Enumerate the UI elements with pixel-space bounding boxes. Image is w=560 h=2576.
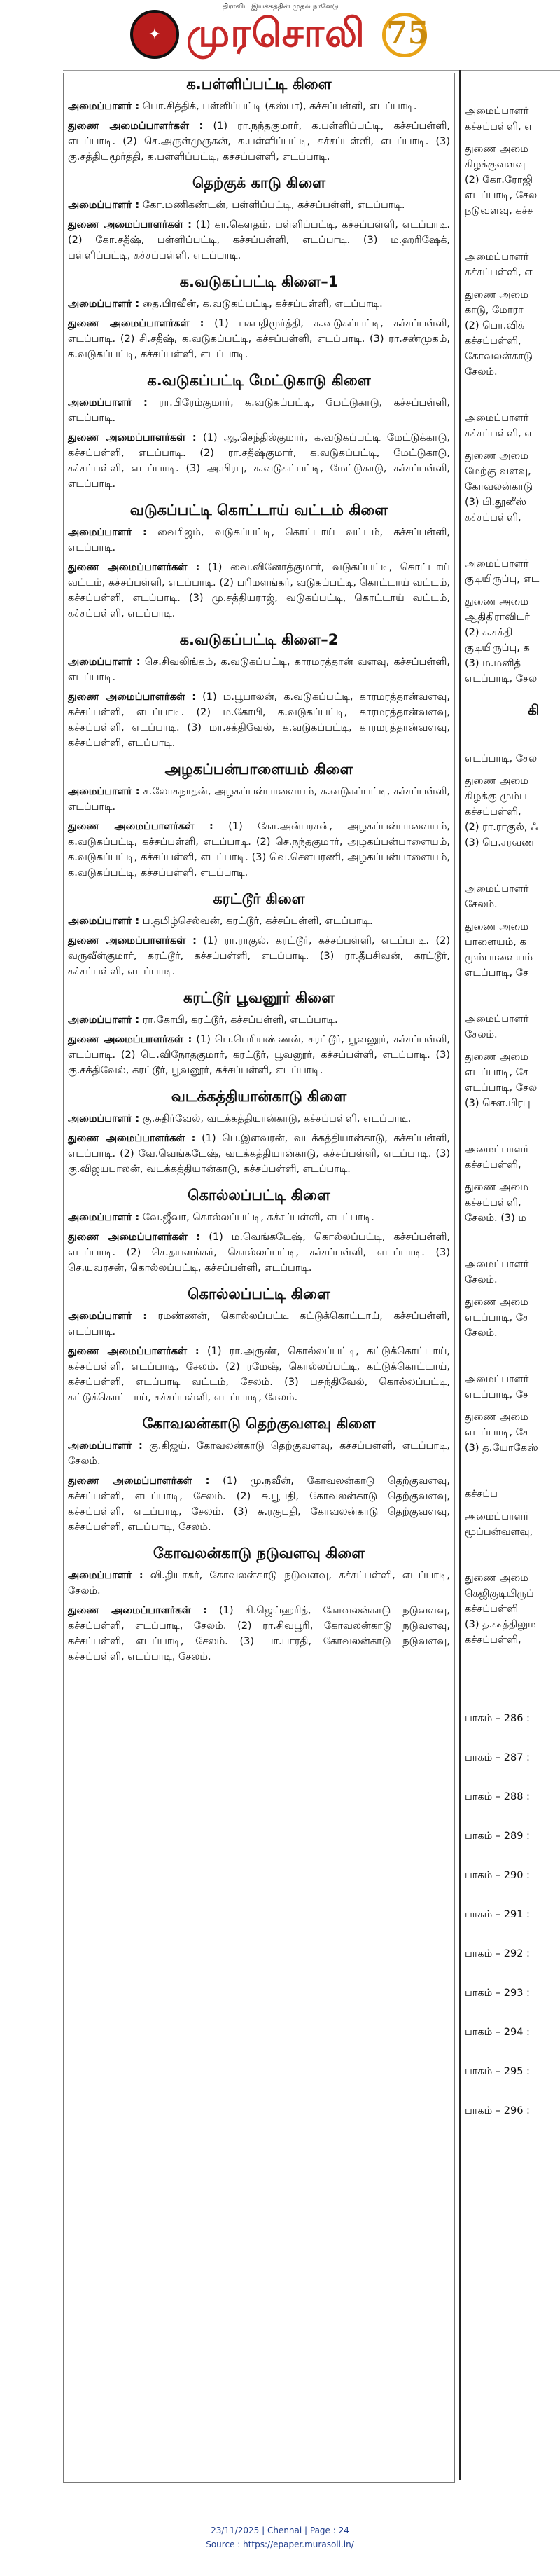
organizer-name: கு.கிஜய், கோவலன்காடு தெற்குவளவு, கச்சப்பள்ளி, எடப்பாடி, சேலம். bbox=[68, 1440, 451, 1467]
organizer-label: அமைப்பாளர் : bbox=[68, 656, 141, 668]
right-fragment-line: எடப்பாடி, சே bbox=[465, 1389, 529, 1400]
right-fragment-line: துணை அமை bbox=[465, 1573, 528, 1584]
booth-number-item: பாகம் – 289 : bbox=[465, 1831, 530, 1842]
deputy-organizers-names: (1) வை.வினோத்குமார், வடுகப்பட்டி, கொட்டாய் வட்டம், கச்சப்பள்ளி, எடப்பாடி. (2) பரிமளங்கர், வடுகப்பட்டி, கொட்டாய் வட்டம், கச்சப்பள்ளி, எடப்பாடி. (3) மு.சத்தியராஜ், வடுகப்பட்டி, கொட்டாய் வட்டம், கச்சப்பள்ளி, எடப்பாடி. bbox=[68, 562, 450, 619]
organizer-paragraph bbox=[68, 296, 450, 312]
organizer-name: வே.ஜீவா, கொல்லப்பட்டி, கச்சப்பள்ளி, எடப்பாடி. bbox=[142, 1212, 374, 1223]
right-fragment-block bbox=[465, 249, 560, 280]
branch-title: கரட்டூர் கிளை bbox=[213, 890, 305, 907]
organizer-paragraph bbox=[68, 525, 450, 556]
branch-title: கரட்டூர் பூவனூர் கிளை bbox=[183, 989, 335, 1006]
right-fragment-block bbox=[465, 411, 560, 441]
right-fragment-line: மும்பாளையம் bbox=[465, 952, 533, 963]
deputy-organizers-label: துணை அமைப்பாளர்கள் : bbox=[68, 432, 197, 443]
branch-title: அழகப்பன்பாளையம் கிளை bbox=[164, 761, 354, 778]
organizer-paragraph bbox=[68, 1210, 450, 1225]
deputy-organizers-label: துணை அமைப்பாளர்கள் : bbox=[68, 120, 204, 132]
column-divider bbox=[459, 70, 461, 2480]
right-fragment-line: காடு, மோரா bbox=[465, 305, 524, 316]
right-fragment-line: அமைப்பாளர் bbox=[465, 106, 529, 117]
right-fragment-block bbox=[465, 1180, 560, 1226]
deputy-organizers-paragraph bbox=[68, 560, 450, 621]
organizer-name: கோ.மணிகண்டன், பள்ளிப்பட்டி, கச்சப்பள்ளி, எடப்பாடி. bbox=[142, 200, 405, 211]
right-fragment-line: அமைப்பாளர் bbox=[465, 1511, 529, 1522]
organizer-label: அமைப்பாளர் : bbox=[68, 101, 140, 112]
right-fragment-line: கச்சப்ப bbox=[465, 1489, 498, 1500]
right-fragment-line: (2) க.சக்தி bbox=[465, 627, 513, 638]
right-fragment-line: துணை அமை bbox=[465, 450, 528, 462]
right-fragment-line: (3) சௌ.பிரபு bbox=[465, 1098, 531, 1109]
organizer-paragraph bbox=[68, 395, 450, 426]
right-fragment-line: எடப்பாடி, சேல bbox=[465, 673, 538, 684]
right-fragment-line: எடப்பாடி, சேல bbox=[465, 190, 538, 201]
right-fragment-block bbox=[465, 594, 560, 687]
branch-section bbox=[68, 172, 450, 263]
right-fragment-line: துணை அமை bbox=[465, 1052, 528, 1063]
branch-title: க.வடுகப்பட்டி மேட்டுகாடு கிளை bbox=[147, 372, 371, 389]
deputy-organizers-label: துணை அமைப்பாளர்கள் : bbox=[68, 562, 200, 573]
branch-section bbox=[68, 1184, 450, 1276]
organizer-paragraph bbox=[68, 1438, 450, 1469]
organizer-label: அமைப்பாளர் : bbox=[68, 1311, 148, 1322]
right-fragment-line: கச்சப்பள்ளி, எ bbox=[465, 267, 533, 278]
right-fragment-line: எடப்பாடி, சே bbox=[465, 967, 529, 979]
right-fragment-line: கச்சப்பள்ளி bbox=[465, 1604, 519, 1615]
deputy-organizers-names: (1) ரா.அருண், கொல்லப்பட்டி, கட்டுக்கொட்டாய், கச்சப்பள்ளி, எடப்பாடி, சேலம். (2) ரமேஷ், கொல்லப்பட்டி, கட்டுக்கொட்டாய், கச்சப்பள்ளி, எடப்பாடி வட்டம், சேலம். (3) பசுந்திவேல், கொல்லப்பட்டி, கட்டுக்கொட்டாய், கச்சப்பள்ளி, எடப்பாடி, சேலம். bbox=[68, 1346, 450, 1403]
organizer-name: ச.லோகநாதன், அழகப்பன்பாளையம், க.வடுகப்பட்டி, கச்சப்பள்ளி, எடப்பாடி. bbox=[68, 786, 450, 813]
deputy-organizers-paragraph bbox=[68, 430, 450, 492]
right-fragment-line: சேலம். bbox=[465, 366, 498, 378]
anniversary-emblem-icon bbox=[377, 6, 433, 63]
right-fragment-line: அமைப்பாளர் bbox=[465, 883, 529, 895]
right-fragment-block bbox=[465, 1410, 560, 1456]
deputy-organizers-label: துணை அமைப்பாளர்கள் : bbox=[68, 1232, 201, 1243]
deputy-organizers-names: (1) கா.கௌதம், பள்ளிப்பட்டி, கச்சப்பள்ளி, எடப்பாடி. (2) கோ.சதீஷ், பள்ளிப்பட்டி, கச்சப்பள்ளி, எடப்பாடி. (3) ம.ஹரிஷேக், பள்ளிப்பட்டி, கச்சப்பள்ளி, எடப்பாடி. bbox=[68, 219, 450, 261]
branch-title: க.வடுகப்பட்டி கிளை–1 bbox=[179, 273, 339, 290]
deputy-organizers-names: (1) ரா.ராகுல், கரட்டூர், கச்சப்பள்ளி, எடப்பாடி. (2) வருவீள்குமார், கரட்டூர், கச்சப்பள்ளி, எடப்பாடி. (3) ரா.தீபசிவன், கரட்டூர், கச்சப்பள்ளி, எடப்பாடி. bbox=[68, 935, 450, 977]
footer-date-page: 23/11/2025 | Chennai | Page : 24 bbox=[211, 2526, 349, 2535]
deputy-organizers-label: துணை அமைப்பாளர்கள் : bbox=[68, 219, 192, 230]
right-fragment-line: குடியிருப்பு, க bbox=[465, 642, 530, 654]
organizer-name: பொ.சித்திக், பள்ளிப்பட்டி (கஸ்பா), கச்சப்பள்ளி, எடப்பாடி. bbox=[142, 101, 417, 112]
footer-source-link[interactable]: Source : https://epaper.murasoli.in/ bbox=[206, 2540, 354, 2549]
booth-number-item: பாகம் – 293 : bbox=[465, 1988, 530, 1999]
right-fragment-line: மூப்பன்வளவு, bbox=[465, 1527, 533, 1538]
deputy-organizers-label: துணை அமைப்பாளர்கள் : bbox=[68, 1034, 192, 1045]
right-fragment-line: (3) பெ.சரவண bbox=[465, 837, 535, 848]
right-fragment-line: (3) த.கூத்திலும bbox=[465, 1619, 536, 1630]
organizer-label: அமைப்பாளர் : bbox=[68, 1212, 140, 1223]
right-fragment-line: அமைப்பாளர் bbox=[465, 1259, 529, 1270]
right-fragment-block bbox=[465, 1509, 560, 1540]
right-fragment-line: கச்சப்பள்ளி, bbox=[465, 512, 522, 523]
right-fragment-line: எடப்பாடி, சேல bbox=[465, 753, 538, 764]
right-fragment-line: கச்சப்பள்ளி, bbox=[465, 1634, 522, 1646]
right-fragment-block bbox=[465, 1142, 560, 1173]
right-fragment-line: துணை அமை bbox=[465, 776, 528, 787]
organizer-name: செ.சிவலிங்கம், க.வடுகப்பட்டி, காரமரத்தான் வளவு, கச்சப்பள்ளி, எடப்பாடி. bbox=[68, 656, 451, 683]
right-fragment-line: துணை அமை bbox=[465, 144, 528, 155]
right-fragment-block bbox=[465, 919, 560, 981]
organizer-label: அமைப்பாளர் : bbox=[68, 786, 140, 797]
right-fragment-line: சேலம். bbox=[465, 1274, 498, 1286]
branch-section bbox=[68, 628, 450, 751]
deputy-organizers-names: (1) பெ.பெரியண்ணன், கரட்டூர், பூவனூர், கச்சப்பள்ளி, எடப்பாடி. (2) பெ.விநோதகுமார், கரட்டூர், பூவனூர், கச்சப்பள்ளி, எடப்பாடி. (3) கு.சக்திவேல், கரட்டூர், பூவனூர், கச்சப்பள்ளி, எடப்பாடி. bbox=[68, 1034, 451, 1076]
organizer-paragraph bbox=[68, 654, 450, 685]
right-fragment-line: அமைப்பாளர் bbox=[465, 1144, 529, 1155]
right-branch-title-fragment: கி bbox=[528, 701, 540, 718]
right-fragment-line: துணை அமை bbox=[465, 1182, 528, 1193]
right-fragment-line: கோவலன்காடு bbox=[465, 481, 533, 493]
organizer-paragraph bbox=[68, 1309, 450, 1339]
organizer-name: வைரிஜம், வடுகப்பட்டி, கொட்டாய் வட்டம், கச்சப்பள்ளி, எடப்பாடி. bbox=[68, 527, 450, 553]
right-fragment-block bbox=[465, 1049, 560, 1111]
booth-number-item: பாகம் – 288 : bbox=[465, 1791, 530, 1803]
right-column-partial bbox=[465, 73, 560, 2483]
right-fragment-line: கச்சப்பள்ளி, bbox=[465, 336, 522, 347]
right-fragment-line: துணை அமை bbox=[465, 596, 528, 607]
right-fragment-line: (2) பொ.விக் bbox=[465, 320, 525, 331]
right-fragment-line: கச்சப்பள்ளி, எ bbox=[465, 121, 533, 132]
right-fragment-block bbox=[465, 556, 560, 587]
booth-number-item: பாகம் – 291 : bbox=[465, 1909, 530, 1920]
right-fragment-line: அமைப்பாளர் bbox=[465, 558, 529, 570]
organizer-paragraph bbox=[68, 198, 450, 213]
booth-number-item: பாகம் – 296 : bbox=[465, 2105, 530, 2116]
booth-number-item: பாகம் – 294 : bbox=[465, 2027, 530, 2038]
right-fragment-block bbox=[465, 1012, 560, 1042]
page-footer bbox=[0, 2523, 560, 2551]
deputy-organizers-names: (1) ஆ.செந்தில்குமார், க.வடுகப்பட்டி மேட்டுக்காடு, கச்சப்பள்ளி, எடப்பாடி. (2) ரா.சதீஷ்குமார், க.வடுகப்பட்டி, மேட்டுகாடு, கச்சப்பள்ளி, எடப்பாடி. (3) அ.பிரபு, க.வடுகப்பட்டி, மேட்டுகாடு, கச்சப்பள்ளி, எடப்பாடி. bbox=[68, 432, 450, 490]
right-fragment-block bbox=[465, 1257, 560, 1288]
right-fragment-line: எடப்பாடி, சே bbox=[465, 1427, 529, 1438]
deputy-organizers-label: துணை அமைப்பாளர்கள் : bbox=[68, 1605, 208, 1616]
organizer-label: அமைப்பாளர் : bbox=[68, 1014, 140, 1026]
right-fragment-block bbox=[465, 751, 560, 766]
deputy-organizers-paragraph bbox=[68, 1230, 450, 1276]
right-fragment-line: கெஜிகுடியிருப் bbox=[465, 1588, 534, 1599]
right-fragment-line: அமைப்பாளர் bbox=[465, 1014, 529, 1025]
anniversary-number: 75 bbox=[386, 15, 430, 51]
right-fragment-line: ஆதிதிராவிடர் bbox=[465, 612, 530, 623]
deputy-organizers-names: (1) கோ.அன்பரசன், அழகப்பன்பாளையம், க.வடுகப்பட்டி, கச்சப்பள்ளி, எடப்பாடி. (2) செ.நந்தகுமார், அழகப்பன்பாளையம், க.வடுகப்பட்டி, கச்சப்பள்ளி, எடப்பாடி. (3) வெ.சௌபரணி, அழகப்பன்பாளையம், க.வடுகப்பட்டி, கச்சப்பள்ளி, எடப்பாடி. bbox=[68, 821, 450, 879]
deputy-organizers-paragraph bbox=[68, 1344, 450, 1405]
right-fragment-block bbox=[465, 1487, 560, 1502]
branch-title: க.பள்ளிப்பட்டி கிளை bbox=[186, 76, 332, 92]
deputy-organizers-paragraph bbox=[68, 1473, 450, 1535]
right-fragment-line: (3) த.யோகேஸ் bbox=[465, 1442, 538, 1454]
deputy-organizers-names: (1) ரா.நந்தகுமார், க.பள்ளிப்பட்டி, கச்சப்பள்ளி, எடப்பாடி. (2) செ.அருள்முருகன், க.பள்ளிப்பட்டி, கச்சப்பள்ளி, எடப்பாடி. (3) கு.சத்தியமூர்த்தி, க.பள்ளிப்பட்டி, கச்சப்பள்ளி, எடப்பாடி. bbox=[68, 120, 451, 163]
organizer-label: அமைப்பாளர் : bbox=[68, 298, 140, 310]
right-fragment-block bbox=[465, 448, 560, 525]
branch-section bbox=[68, 1412, 450, 1535]
right-fragment-block bbox=[465, 1295, 560, 1341]
branch-section bbox=[68, 888, 450, 979]
right-fragment-line: (2) கோ.ரோஜி bbox=[465, 174, 533, 186]
organizer-paragraph bbox=[68, 1012, 450, 1028]
right-fragment-line: கச்சப்பள்ளி, எ bbox=[465, 428, 533, 439]
right-fragment-line: கச்சப்பள்ளி, bbox=[465, 1197, 522, 1208]
right-fragment-line: (2) ரா.ராகுல், ஃ bbox=[465, 822, 539, 833]
deputy-organizers-paragraph bbox=[68, 1032, 450, 1078]
branch-title: கொல்லப்பட்டி கிளை bbox=[188, 1187, 330, 1204]
right-fragment-block bbox=[465, 1571, 560, 1648]
branch-title: வடுகப்பட்டி கொட்டாய் வட்டம் கிளை bbox=[130, 502, 388, 518]
organizer-name: ரமண்ணன், கொல்லப்பட்டி கட்டுக்கொட்டாய், கச்சப்பள்ளி, எடப்பாடி. bbox=[68, 1311, 450, 1337]
booth-number-item: பாகம் – 290 : bbox=[465, 1870, 530, 1881]
right-fragment-line: குடியிருப்பு, எட bbox=[465, 574, 540, 585]
right-fragment-block bbox=[465, 1372, 560, 1403]
deputy-organizers-paragraph bbox=[68, 118, 450, 165]
deputy-organizers-names: (1) ம.வெங்கடேஷ், கொல்லப்பட்டி, கச்சப்பள்ளி, எடப்பாடி. (2) செ.தயளங்கர், கொல்லப்பட்டி, கச்சப்பள்ளி, எடப்பாடி. (3) செ.யுவரசன், கொல்லப்பட்டி, கச்சப்பள்ளி, எடப்பாடி. bbox=[68, 1232, 450, 1274]
branch-section bbox=[68, 369, 450, 492]
organizer-label: அமைப்பாளர் : bbox=[68, 1570, 144, 1581]
branch-title: கோவலன்காடு தெற்குவளவு கிளை bbox=[142, 1415, 376, 1432]
right-fragment-line: அமைப்பாளர் bbox=[465, 252, 529, 263]
organizer-label: அமைப்பாளர் : bbox=[68, 527, 147, 538]
deputy-organizers-paragraph bbox=[68, 1131, 450, 1177]
deputy-organizers-label: துணை அமைப்பாளர்கள் : bbox=[68, 1346, 200, 1357]
branch-section bbox=[68, 986, 450, 1078]
organizer-name: கு.சுதிர்வேல், வடக்கத்தியான்காடு, கச்சப்பள்ளி, எடப்பாடி. bbox=[142, 1113, 412, 1124]
organizer-name: வி.தியாகர், கோவலன்காடு நடுவளவு, கச்சப்பள்ளி, எடப்பாடி, சேலம். bbox=[68, 1570, 451, 1597]
deputy-organizers-paragraph bbox=[68, 316, 450, 362]
deputy-organizers-label: துணை அமைப்பாளர்கள் : bbox=[68, 935, 197, 946]
organizer-paragraph bbox=[68, 1568, 450, 1599]
deputy-organizers-paragraph bbox=[68, 933, 450, 979]
deputy-organizers-label: துணை அமைப்பாளர்கள் : bbox=[68, 318, 204, 329]
right-fragment-line: துணை அமை bbox=[465, 1297, 528, 1308]
right-fragment-line: பாளையம், க bbox=[465, 937, 526, 948]
deputy-organizers-label: துணை அமைப்பாளர்கள் : bbox=[68, 691, 197, 703]
organizer-name: ப.தமிழ்செல்வன், கரட்டூர், கச்சப்பள்ளி, எடப்பாடி. bbox=[142, 916, 373, 927]
organizer-paragraph bbox=[68, 99, 450, 114]
right-fragment-line: எடப்பாடி, சே bbox=[465, 1067, 529, 1078]
deputy-organizers-paragraph bbox=[68, 819, 450, 881]
organizer-paragraph bbox=[68, 784, 450, 815]
booth-number-item: பாகம் – 287 : bbox=[465, 1752, 530, 1763]
newspaper-brand: முரசொலி bbox=[186, 10, 365, 56]
organizer-label: அமைப்பாளர் : bbox=[68, 1113, 140, 1124]
booth-number-item: பாகம் – 292 : bbox=[465, 1948, 530, 1959]
right-fragment-line: எடப்பாடி, சேல bbox=[465, 1082, 538, 1094]
deputy-organizers-names: (1) பசுபதிமூர்த்தி, க.வடுகப்பட்டி, கச்சப்பள்ளி, எடப்பாடி. (2) சி.சதீஷ், க.வடுகப்பட்டி, கச்சப்பள்ளி, எடப்பாடி. (3) ரா.சண்முகம், க.வடுகப்பட்டி, கச்சப்பள்ளி, எடப்பாடி. bbox=[68, 318, 451, 360]
right-fragment-line: கச்சப்பள்ளி, bbox=[465, 806, 522, 818]
right-fragment-line: சேலம். bbox=[465, 1029, 498, 1040]
branch-section bbox=[68, 758, 450, 881]
branch-title: தெற்குக் காடு கிளை bbox=[192, 174, 326, 191]
branch-title: வடக்கத்தியான்காடு கிளை bbox=[171, 1088, 347, 1105]
organizer-name: ரா.கோபி, கரட்டூர், கச்சப்பள்ளி, எடப்பாடி. bbox=[142, 1014, 338, 1026]
right-fragment-line: (3) ம.மனித் bbox=[465, 658, 521, 669]
branch-title: கோவலன்காடு நடுவளவு கிளை bbox=[153, 1545, 365, 1562]
masthead bbox=[0, 0, 560, 67]
right-fragment-line: துணை அமை bbox=[465, 289, 528, 301]
branch-section bbox=[68, 1283, 450, 1405]
branch-section bbox=[68, 73, 450, 165]
right-fragment-line: கிழக்குவளவு bbox=[465, 159, 526, 170]
organizer-paragraph bbox=[68, 914, 450, 929]
deputy-organizers-names: (1) பெ.இளவரன், வடக்கத்தியான்காடு, கச்சப்பள்ளி, எடப்பாடி. (2) வே.வெங்கடேஷ், வடக்கத்தியான்காடு, கச்சப்பள்ளி, எடப்பாடி. (3) கு.விஜயபாலன், வடக்கத்தியான்காடு, கச்சப்பள்ளி, எடப்பாடி. bbox=[68, 1133, 450, 1175]
branch-section bbox=[68, 270, 450, 362]
right-fragment-line: சேலம். bbox=[465, 1328, 498, 1339]
deputy-organizers-paragraph bbox=[68, 1603, 450, 1665]
right-fragment-block bbox=[465, 881, 560, 912]
right-fragment-line: துணை அமை bbox=[465, 1412, 528, 1423]
right-fragment-line: கோவலன்காடு bbox=[465, 351, 533, 362]
deputy-organizers-label: துணை அமைப்பாளர்கள் : bbox=[68, 1475, 210, 1487]
deputy-organizers-paragraph bbox=[68, 217, 450, 263]
branch-section bbox=[68, 1542, 450, 1665]
right-fragment-line: மேற்கு வளவு, bbox=[465, 466, 531, 477]
right-fragment-block bbox=[465, 773, 560, 850]
organizer-label: அமைப்பாளர் : bbox=[68, 397, 148, 408]
branch-title: கொல்லப்பட்டி கிளை bbox=[188, 1286, 330, 1302]
deputy-organizers-names: (1) சி.ஜெய்ஹரித், கோவலன்காடு நடுவளவு, கச்சப்பள்ளி, எடப்பாடி, சேலம். (2) ரா.சிவபூரி, கோவலன்காடு நடுவளவு, கச்சப்பள்ளி, எடப்பாடி, சேலம். (3) பா.பாரதி, கோவலன்காடு நடுவளவு, கச்சப்பள்ளி, எடப்பாடி, சேலம். bbox=[68, 1605, 451, 1662]
organizer-label: அமைப்பாளர் : bbox=[68, 200, 140, 211]
right-fragment-block bbox=[465, 142, 560, 219]
deputy-organizers-label: துணை அமைப்பாளர்கள் : bbox=[68, 821, 214, 832]
right-fragment-line: எடப்பாடி, சே bbox=[465, 1312, 529, 1323]
left-column bbox=[63, 73, 455, 2483]
organizer-name: ரா.பிரேம்குமார், க.வடுகப்பட்டி, மேட்டுகாடு, கச்சப்பள்ளி, எடப்பாடி. bbox=[68, 397, 450, 424]
right-fragment-line: அமைப்பாளர் bbox=[465, 1374, 529, 1385]
branch-section bbox=[68, 499, 450, 621]
deputy-organizers-names: (1) மு.நவீன், கோவலன்காடு தெற்குவளவு, கச்சப்பள்ளி, எடப்பாடி, சேலம். (2) சு.பூபதி, கோவலன்காடு தெற்குவளவு, கச்சப்பள்ளி, எடப்பாடி, சேலம். (3) சு.ரகுபதி, கோவலன்காடு தெற்குவளவு, கச்சப்பள்ளி, எடப்பாடி, சேலம். bbox=[68, 1475, 450, 1533]
organizer-paragraph bbox=[68, 1111, 450, 1127]
booth-list bbox=[465, 1711, 560, 2119]
deputy-organizers-paragraph bbox=[68, 689, 450, 751]
booth-number-item: பாகம் – 295 : bbox=[465, 2066, 530, 2077]
masthead-tagline: திராவிட இயக்கத்தின் முதல் நாளேடு bbox=[223, 3, 339, 11]
right-fragment-block bbox=[465, 104, 560, 135]
deputy-organizers-label: துணை அமைப்பாளர்கள் : bbox=[68, 1133, 196, 1144]
party-logo-icon: ✦ bbox=[130, 10, 179, 59]
right-fragment-line: அமைப்பாளர் bbox=[465, 413, 529, 424]
right-fragment-line: நடுவளவு, கச்ச bbox=[465, 205, 533, 216]
booth-number-item: பாகம் – 286 : bbox=[465, 1713, 530, 1724]
organizer-label: அமைப்பாளர் : bbox=[68, 1440, 143, 1452]
organizer-name: தை.பிரவீன், க.வடுகப்பட்டி, கச்சப்பள்ளி, எடப்பாடி. bbox=[142, 298, 383, 310]
right-fragment-line: சேலம். (3) ம bbox=[465, 1213, 527, 1224]
branch-section bbox=[68, 1085, 450, 1177]
right-fragment-block bbox=[465, 287, 560, 380]
right-fragment-line: சேலம். bbox=[465, 899, 498, 910]
deputy-organizers-names: (1) ம.பூபாலன், க.வடுகப்பட்டி, காரமரத்தான்வளவு, கச்சப்பள்ளி, எடப்பாடி. (2) ம.கோபி, க.வடுகப்பட்டி, காரமரத்தான்வளவு, கச்சப்பள்ளி, எடப்பாடி. (3) மா.சக்திவேல், க.வடுகப்பட்டி, காரமரத்தான்வளவு, கச்சப்பள்ளி, எடப்பாடி. bbox=[68, 691, 451, 749]
right-fragment-line: கிழக்கு மும்ப bbox=[465, 791, 527, 802]
branch-title: க.வடுகப்பட்டி கிளை–2 bbox=[179, 631, 339, 648]
organizer-label: அமைப்பாளர் : bbox=[68, 916, 140, 927]
right-fragment-line: (3) பி.தூனீஸ் bbox=[465, 497, 526, 508]
right-fragment-line: கச்சப்பள்ளி, bbox=[465, 1159, 522, 1171]
right-fragment-line: துணை அமை bbox=[465, 921, 528, 932]
